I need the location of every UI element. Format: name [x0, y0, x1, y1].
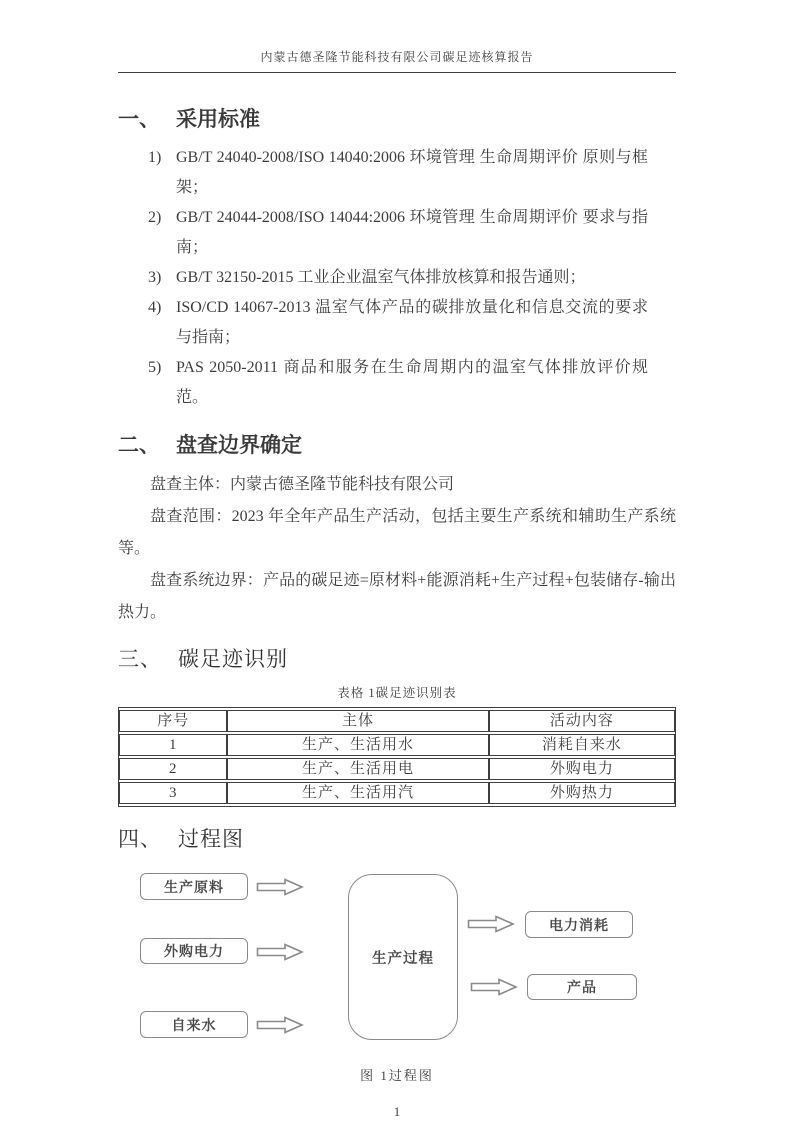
table-cell: 外购电力 [489, 758, 675, 780]
table-cell: 1 [119, 734, 227, 756]
flow-input-purchased-electricity: 外购电力 [140, 938, 248, 964]
running-header: 内蒙古德圣隆节能科技有限公司碳足迹核算报告 [118, 48, 676, 73]
section-heading-identification [118, 643, 676, 673]
list-item-text: PAS 2050-2011 商品和服务在生命周期内的温室气体排放评价规范。 [176, 359, 648, 406]
section-number: 四、 [118, 827, 162, 851]
table-cell: 生产、生活用汽 [227, 782, 488, 804]
section-heading-standards [118, 103, 676, 133]
process-flowchart [118, 867, 676, 1049]
paragraph: 盘查主体：内蒙古德圣隆节能科技有限公司 [150, 476, 455, 493]
boundary-paragraphs [118, 469, 676, 629]
list-item [148, 143, 676, 203]
flow-output-electricity-consumption: 电力消耗 [525, 911, 633, 938]
list-item [148, 263, 676, 293]
table-row [119, 734, 675, 756]
table-row [119, 758, 675, 780]
section-heading-boundary [118, 429, 676, 459]
table-cell: 生产、生活用电 [227, 758, 488, 780]
section-heading-process-diagram [118, 823, 676, 853]
table-caption: 表格 1碳足迹识别表 [337, 686, 457, 700]
flow-arrow-icon [470, 978, 518, 996]
list-item-text: GB/T 24040-2008/ISO 14040:2006 环境管理 生命周期评价 原则与框架； [176, 149, 648, 196]
table-header-cell: 主体 [227, 710, 488, 732]
section-title: 盘查边界确定 [176, 434, 302, 457]
section-title: 过程图 [178, 827, 244, 851]
table-cell: 外购热力 [489, 782, 675, 804]
figure-caption: 图 1过程图 [360, 1068, 434, 1083]
paragraph: 盘查系统边界：产品的碳足迹=原材料+能源消耗+生产过程+包装储存-输出热力。 [118, 572, 676, 621]
section-title: 采用标准 [176, 108, 260, 131]
table-cell: 2 [119, 758, 227, 780]
flow-arrow-icon [256, 943, 304, 961]
list-item-number: 3) [148, 269, 162, 286]
flow-process-box: 生产过程 [348, 874, 458, 1040]
table-cell: 消耗自来水 [489, 734, 675, 756]
table-row [119, 782, 675, 804]
list-item-number: 2) [148, 209, 162, 226]
table-header-cell: 序号 [119, 710, 227, 732]
footprint-identification-table [118, 707, 676, 807]
flow-arrow-icon [256, 878, 304, 896]
section-number: 一、 [118, 108, 160, 131]
list-item-text: ISO/CD 14067-2013 温室气体产品的碳排放量化和信息交流的要求与指南； [176, 299, 648, 346]
page-number: 1 [393, 1104, 401, 1119]
table-cell: 生产、生活用水 [227, 734, 488, 756]
table-header-row [119, 710, 675, 732]
list-item-text: GB/T 32150-2015 工业企业温室气体排放核算和报告通则； [176, 269, 586, 286]
flow-input-tap-water: 自来水 [140, 1011, 248, 1038]
list-item [148, 203, 676, 263]
section-number: 二、 [118, 434, 160, 457]
flow-output-product: 产品 [527, 974, 637, 1000]
standards-list [118, 143, 676, 413]
paragraph: 盘查范围：2023 年全年产品生产活动，包括主要生产系统和辅助生产系统等。 [118, 508, 676, 557]
section-number: 三、 [118, 647, 162, 671]
section-title: 碳足迹识别 [178, 647, 288, 671]
flow-arrow-icon [467, 915, 515, 933]
list-item-number: 5) [148, 359, 162, 376]
flow-arrow-icon [256, 1016, 304, 1034]
list-item-number: 1) [148, 149, 162, 166]
list-item [148, 293, 676, 353]
flow-input-raw-materials: 生产原料 [140, 873, 248, 900]
table-header-cell: 活动内容 [489, 710, 675, 732]
table-cell: 3 [119, 782, 227, 804]
list-item-text: GB/T 24044-2008/ISO 14044:2006 环境管理 生命周期评价 要求与指南； [176, 209, 648, 256]
list-item-number: 4) [148, 299, 162, 316]
list-item [148, 353, 676, 413]
